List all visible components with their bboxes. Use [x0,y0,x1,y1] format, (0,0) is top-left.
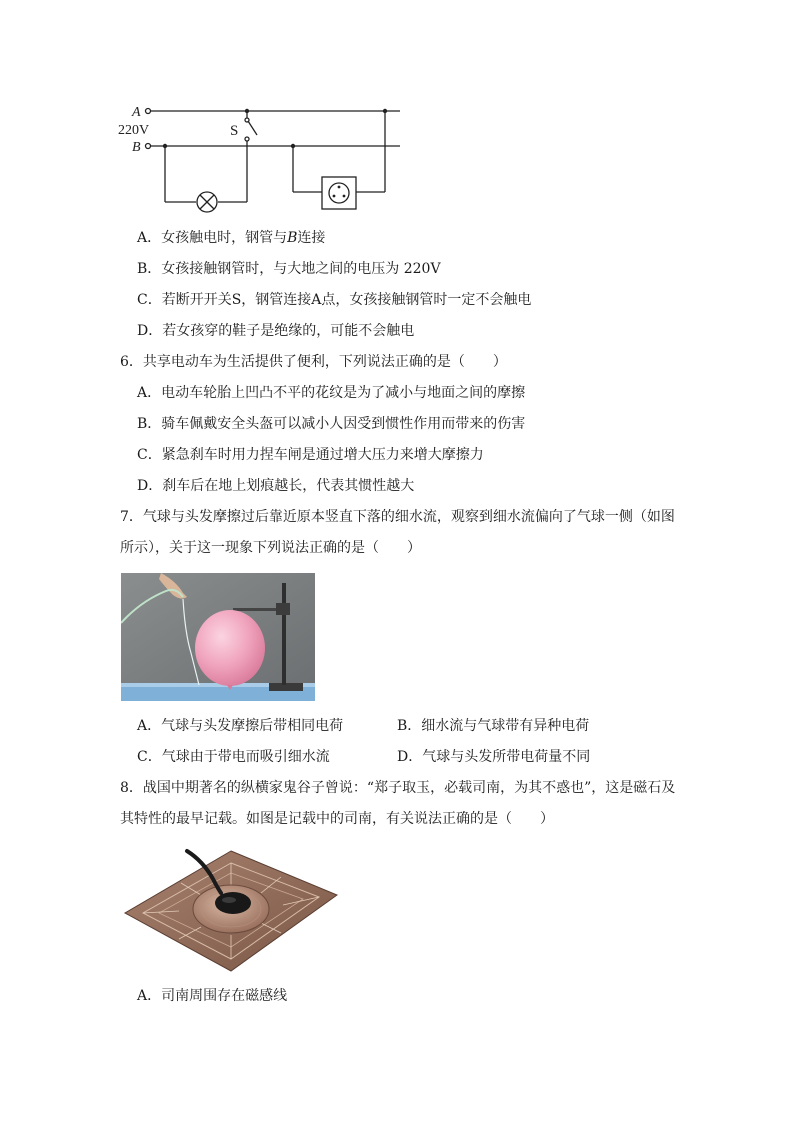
q7-stem-line2: 所示），关于这一现象下列说法正确的是（ ） [120,540,421,556]
q6-option-a: A．电动车轮胎上凹凸不平的花纹是为了减小与地面之间的摩擦 [137,385,526,401]
q5-option-a [137,228,325,248]
option-text: 连接 [297,230,326,246]
q6-option-c: C．紧急刹车时用力捏车闸是通过增大压力来增大摩擦力 [137,447,484,463]
sinan-compass-photo [121,843,339,973]
q8-stem-line1: 8．战国中期著名的纵横家鬼谷子曾说：“郑子取玉，必载司南，为其不惑也”，这是磁石及 [120,780,676,796]
option-letter: C． [137,292,162,308]
option-letter: A． [137,230,162,246]
option-variable: B [287,230,298,246]
q7-option-c: C．气球由于带电而吸引细水流 [137,749,330,765]
circuit-diagram [110,98,410,218]
balloon-water-photo [121,573,315,701]
option-text: 女孩触电时，钢管与 [161,230,288,246]
q6-option-b: B．骑车佩戴安全头盔可以减小人因受到惯性作用而带来的伤害 [137,416,526,432]
label-a: A [132,105,141,120]
option-letter: B． [137,261,162,277]
voltage-label: 220V [118,123,150,138]
q5-option-d [137,321,414,341]
option-letter: D． [137,323,163,339]
q7-option-a: A．气球与头发摩擦后带相同电荷 [137,718,344,734]
q7-stem-line1: 7．气球与头发摩擦过后靠近原本竖直下落的细水流，观察到细水流偏向了气球一侧（如图 [120,509,675,525]
q5-option-b [137,259,441,279]
option-text: 若女孩穿的鞋子是绝缘的，可能不会触电 [162,323,415,339]
q6-option-d: D．刹车后在地上划痕越长，代表其惯性越大 [137,478,415,494]
q8-option-a: A．司南周围存在磁感线 [137,988,288,1004]
q7-option-b: B．细水流与气球带有异种电荷 [397,718,590,734]
q7-option-d: D．气球与头发所带电荷量不同 [397,749,591,765]
option-text: 若断开开关S，钢管连接A点，女孩接触钢管时一定不会触电 [161,292,532,308]
q8-stem-line2: 其特性的最早记载。如图是记载中的司南，有关说法正确的是（ ） [120,811,554,827]
option-text: 女孩接触钢管时，与大地之间的电压为 220V [161,261,441,277]
q5-option-c [137,290,531,310]
label-b: B [132,140,141,155]
q6-stem: 6．共享电动车为生活提供了便利，下列说法正确的是（ ） [120,354,507,370]
switch-label: S [230,123,239,139]
